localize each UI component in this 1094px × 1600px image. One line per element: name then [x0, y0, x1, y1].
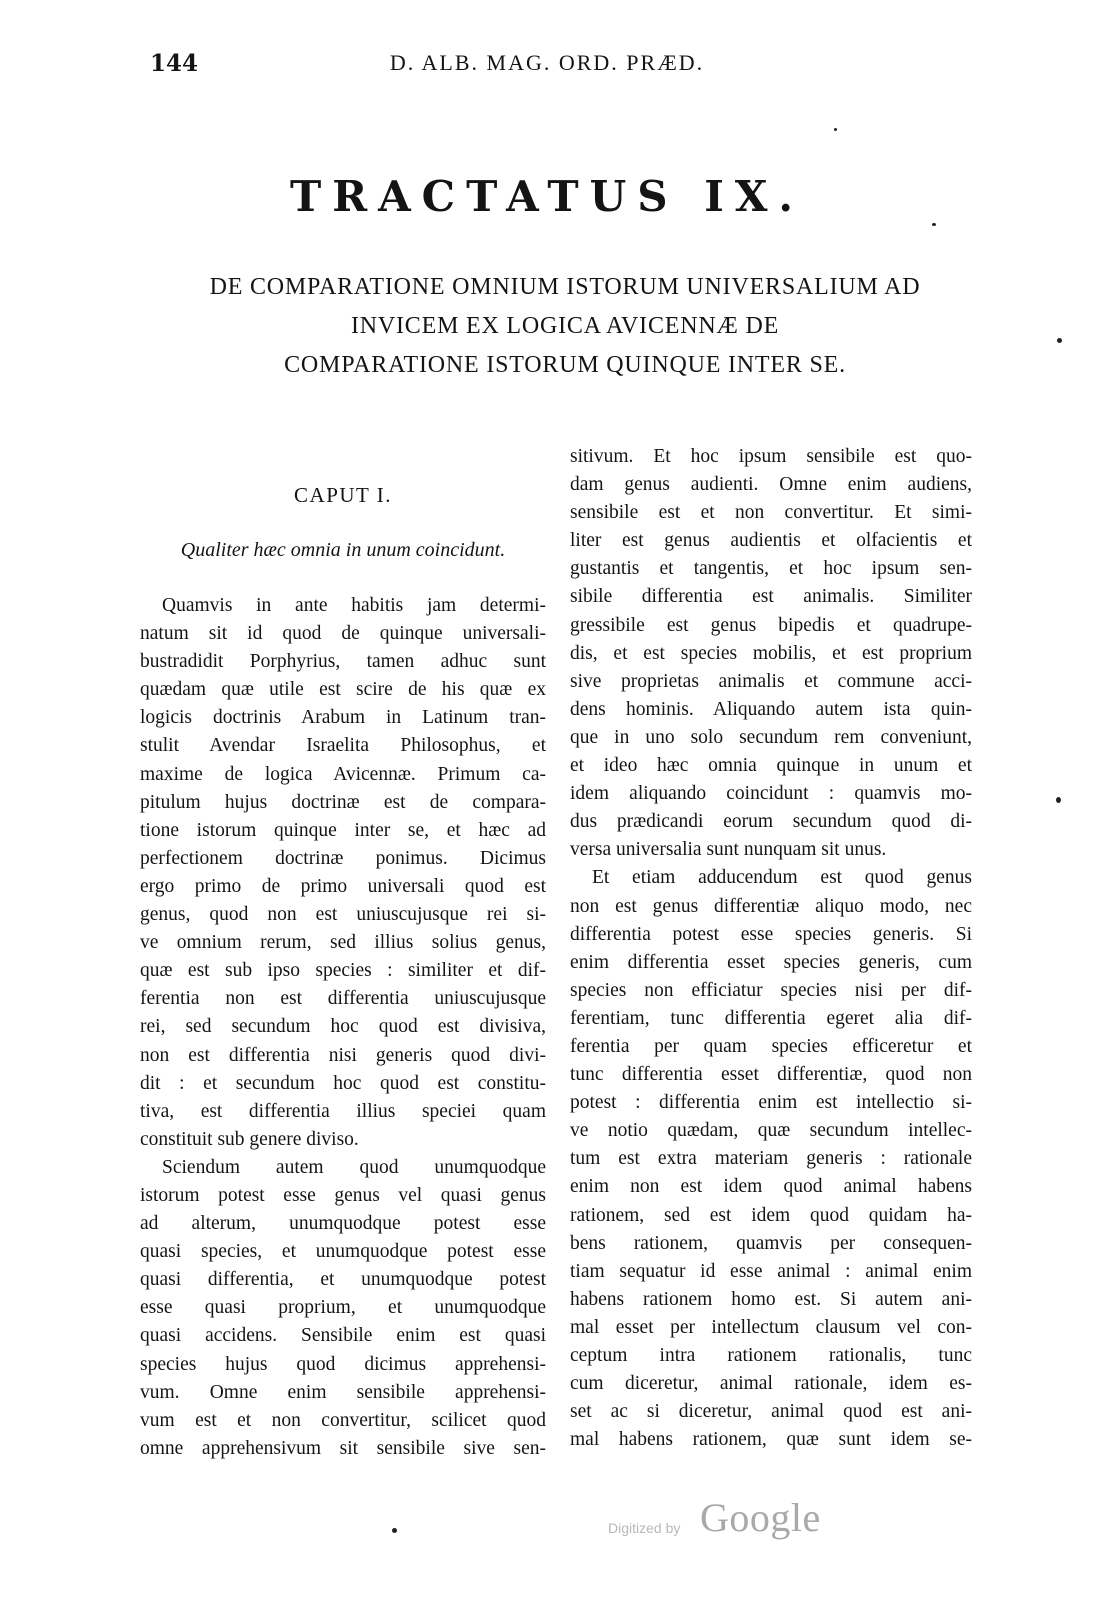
watermark-prefix: Digitized by [608, 1520, 681, 1536]
text-line: gustantis et tangentis, et hoc ipsum sen- [570, 558, 972, 580]
text-line: ferentiam, tunc differentia egeret alia dif- [570, 1007, 972, 1029]
text-line: quædam quæ utile est scire de his quæ ex [140, 679, 546, 701]
ink-speck [932, 223, 936, 226]
text-line: quasi differentia, et unumquodque potest [140, 1269, 546, 1291]
text-line: idem aliquando coincidunt : quamvis mo- [570, 783, 972, 805]
text-line: perfectionem doctrinæ ponimus. Dicimus [140, 847, 546, 869]
text-line: Et etiam adducendum est quod genus [592, 867, 972, 889]
text-line: ferentia non est differentia uniuscujusque [140, 988, 546, 1010]
text-line: set ac si diceretur, animal quod est ani- [570, 1401, 972, 1423]
text-line: versa universalia sunt nunquam sit unus. [570, 839, 887, 861]
text-line: sibile differentia est animalis. Similiter [570, 586, 972, 608]
text-line: vum est et non convertitur, scilicet quod [140, 1409, 546, 1431]
text-line: sive proprietas animalis et commune acci- [570, 670, 972, 692]
text-line: bens rationem, quamvis per consequen- [570, 1232, 972, 1254]
text-line: omne apprehensivum sit sensibile sive sen- [140, 1437, 546, 1459]
text-line: ve omnium rerum, sed illius solius genus, [140, 932, 546, 954]
subtitle-line: DE COMPARATIONE OMNIUM ISTORUM UNIVERSALIUM AD [209, 274, 921, 300]
text-line: ve notio quædam, quæ secundum intellec- [570, 1120, 972, 1142]
text-line: ferentia per quam species efficeretur et [570, 1035, 972, 1057]
text-line: bustradidit Porphyrius, tamen adhuc sunt [140, 651, 546, 673]
ink-speck [1057, 338, 1062, 343]
text-line: que in uno solo secundum rem conveniunt, [570, 726, 972, 748]
treatise-title: TRACTATUS IX. [289, 172, 805, 221]
ink-speck [1056, 797, 1061, 803]
text-line: habens rationem homo est. Si autem ani- [570, 1288, 972, 1310]
digitization-watermark [608, 1494, 838, 1544]
text-line: Sciendum autem quod unumquodque [162, 1156, 546, 1178]
text-line: tum est extra materiam generis : rationale [570, 1148, 972, 1170]
text-line: liter est genus audientis et olfacientis et [570, 530, 972, 552]
text-line: non est differentia nisi generis quod divi- [140, 1044, 546, 1066]
text-line: dens hominis. Aliquando autem ista quin- [570, 698, 972, 720]
ink-speck [392, 1528, 397, 1533]
text-line: rei, sed secundum hoc quod est divisiva, [140, 1016, 546, 1038]
right-column-text [570, 443, 972, 1454]
text-line: species hujus quod dicimus apprehensi- [140, 1353, 546, 1375]
text-line: quasi accidens. Sensibile enim est quasi [140, 1325, 546, 1347]
text-line: tiva, est differentia illius speciei quam [140, 1100, 546, 1122]
google-logo: Google [700, 1495, 821, 1540]
chapter-heading: CAPUT I. [294, 483, 392, 507]
text-line: rationem, sed est idem quod quidam ha- [570, 1204, 972, 1226]
right-column [570, 443, 972, 1454]
left-column [140, 480, 546, 1463]
text-line: quasi species, et unumquodque potest esse [140, 1241, 546, 1263]
text-line: dis, et est species mobilis, et est proprium [570, 642, 972, 664]
text-line: mal esset per intellectum clausum vel con- [570, 1316, 972, 1338]
text-line: tiam sequatur id esse animal : animal enim [570, 1260, 972, 1282]
text-line: stulit Avendar Israelita Philosophus, et [140, 735, 546, 757]
text-line: non est genus differentiæ aliquo modo, nec [570, 895, 972, 917]
text-line: cum diceretur, animal rationale, idem es- [570, 1373, 972, 1395]
text-line: enim non est idem quod animal habens [570, 1176, 972, 1198]
treatise-subtitle [180, 268, 950, 385]
text-line: tione istorum quinque inter se, et hæc ad [140, 819, 546, 841]
text-line: differentia potest esse species generis. Si [570, 923, 972, 945]
text-line: dus prædicandi eorum secundum quod di- [570, 811, 972, 833]
text-line: maxime de logica Avicennæ. Primum ca- [140, 763, 546, 785]
text-line: ad alterum, unumquodque potest esse [140, 1213, 546, 1235]
text-line: sensibile est et non convertitur. Et simi- [570, 502, 972, 524]
subtitle-line: COMPARATIONE ISTORUM QUINQUE INTER SE. [284, 352, 846, 378]
text-line: genus, quod non est uniuscujusque rei si- [140, 904, 546, 926]
text-line: gressibile est genus bipedis et quadrupe- [570, 614, 972, 636]
text-line: enim differentia esset species generis, cum [570, 951, 972, 973]
text-line: et ideo hæc omnia quinque in unum et [570, 755, 972, 777]
text-line: dam genus audienti. Omne enim audiens, [570, 474, 972, 496]
text-line: mal habens rationem, quæ sunt idem se- [570, 1429, 972, 1451]
running-title: D. ALB. MAG. ORD. PRÆD. [389, 50, 705, 75]
text-line: istorum potest esse genus vel quasi genus [140, 1184, 546, 1206]
subtitle-line: INVICEM EX LOGICA AVICENNÆ DE [350, 313, 780, 339]
text-line: esse quasi proprium, et unumquodque [140, 1297, 546, 1319]
text-line: potest : differentia enim est intellectio si- [570, 1092, 972, 1114]
text-line: quæ est sub ipso species : similiter et dif- [140, 960, 546, 982]
ink-speck [834, 128, 837, 131]
text-line: species non efficiatur species nisi per dif- [570, 979, 972, 1001]
text-line: ergo primo de primo universali quod est [140, 875, 546, 897]
page-number: 144 [150, 50, 199, 77]
chapter-subheading: Qualiter hæc omnia in unum coincidunt. [180, 539, 506, 561]
text-line: constituit sub genere diviso. [140, 1128, 359, 1150]
text-line: vum. Omne enim sensibile apprehensi- [140, 1381, 546, 1403]
text-line: pitulum hujus doctrinæ est de compara- [140, 791, 546, 813]
text-line: logicis doctrinis Arabum in Latinum tran- [140, 707, 546, 729]
text-line: tunc differentia esset differentiæ, quod non [570, 1064, 972, 1086]
text-line: Quamvis in ante habitis jam determi- [162, 595, 546, 616]
running-header [0, 50, 1094, 82]
text-line: dit : et secundum hoc quod est constitu- [140, 1072, 546, 1094]
text-line: ceptum intra rationem rationalis, tunc [570, 1345, 972, 1366]
text-line: natum sit id quod de quinque universali- [140, 623, 546, 645]
left-column-text [140, 592, 546, 1463]
text-line: sitivum. Et hoc ipsum sensibile est quo- [570, 446, 972, 467]
